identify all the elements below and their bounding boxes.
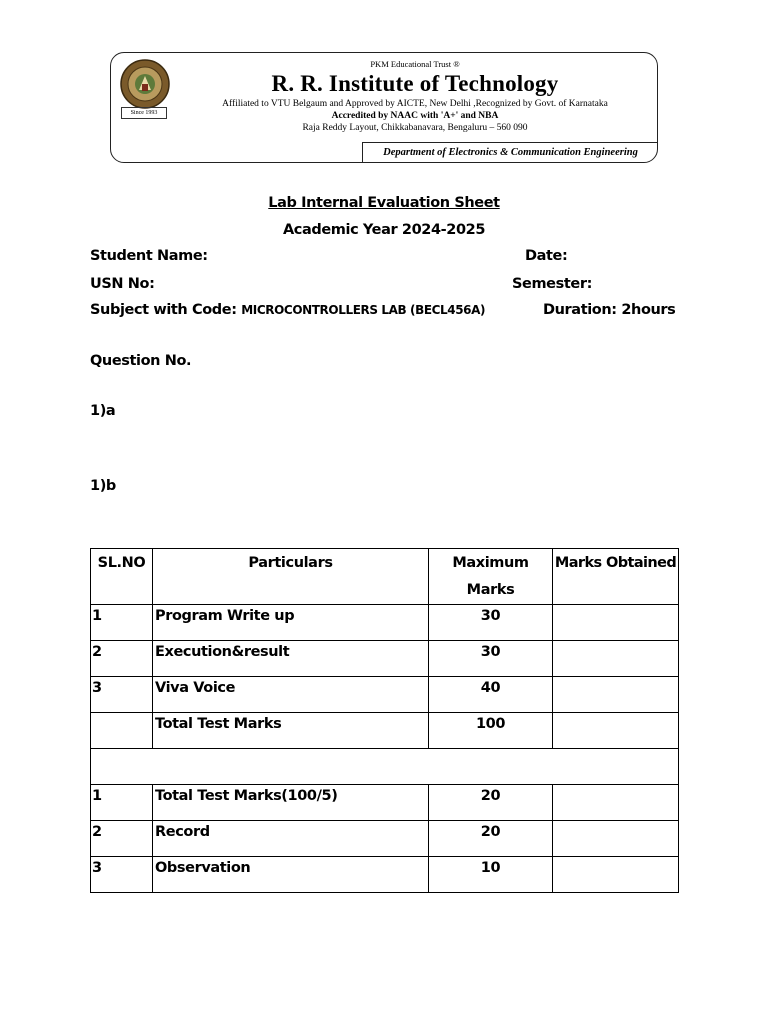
row-max-marks: 20 bbox=[429, 785, 553, 821]
spacer-cell bbox=[91, 749, 679, 785]
institute-header bbox=[110, 52, 658, 163]
header-maximum-marks bbox=[429, 549, 553, 605]
sheet-title-text: Lab Internal Evaluation Sheet bbox=[268, 195, 500, 211]
subject-label: Subject with Code: bbox=[90, 302, 242, 318]
student-name-label: Student Name: bbox=[90, 248, 208, 264]
semester-label: Semester: bbox=[512, 276, 592, 292]
row-marks-obtained[interactable] bbox=[553, 605, 679, 641]
accreditation-text: Accredited by NAAC with 'A+' and NBA bbox=[331, 111, 499, 121]
marks-table bbox=[90, 548, 679, 893]
row-marks-obtained[interactable] bbox=[553, 821, 679, 857]
affiliation-text: Affiliated to VTU Belgaum and Approved by AICTE, New Delhi ,Recognized by Govt. of Karnataka bbox=[222, 99, 608, 109]
institute-name: R. R. Institute of Technology bbox=[271, 71, 559, 96]
row-sl: 2 bbox=[91, 821, 153, 857]
row-marks-obtained[interactable] bbox=[553, 785, 679, 821]
row-particulars: Observation bbox=[153, 857, 429, 893]
row-max-marks: 100 bbox=[429, 713, 553, 749]
question-1a: 1)a bbox=[90, 403, 116, 419]
sheet-title bbox=[0, 195, 768, 211]
table-row bbox=[91, 785, 679, 821]
row-particulars: Total Test Marks bbox=[153, 713, 429, 749]
since-badge: Since 1993 bbox=[121, 107, 167, 119]
table-header-row bbox=[91, 549, 679, 605]
table-row bbox=[91, 857, 679, 893]
table-row bbox=[91, 821, 679, 857]
duration-label: Duration: 2hours bbox=[543, 302, 676, 318]
row-particulars: Execution&result bbox=[153, 641, 429, 677]
academic-year: Academic Year 2024-2025 bbox=[282, 222, 486, 238]
table-row bbox=[91, 641, 679, 677]
row-marks-obtained[interactable] bbox=[553, 713, 679, 749]
row-marks-obtained[interactable] bbox=[553, 641, 679, 677]
row-sl: 3 bbox=[91, 677, 153, 713]
subject-value: MICROCONTROLLERS LAB (BECL456A) bbox=[241, 303, 486, 317]
table-spacer-row bbox=[91, 749, 679, 785]
row-max-marks: 10 bbox=[429, 857, 553, 893]
table-row bbox=[91, 713, 679, 749]
row-sl: 2 bbox=[91, 641, 153, 677]
question-no-label: Question No. bbox=[90, 353, 192, 369]
header-maximum-line2: Marks bbox=[466, 582, 515, 598]
row-max-marks: 30 bbox=[429, 641, 553, 677]
header-marks-obtained: Marks Obtained bbox=[553, 549, 679, 605]
row-particulars: Program Write up bbox=[153, 605, 429, 641]
row-max-marks: 30 bbox=[429, 605, 553, 641]
row-particulars: Record bbox=[153, 821, 429, 857]
institute-emblem-icon bbox=[119, 58, 171, 110]
row-marks-obtained[interactable] bbox=[553, 857, 679, 893]
table-row bbox=[91, 605, 679, 641]
usn-label: USN No: bbox=[90, 276, 155, 292]
row-sl: 3 bbox=[91, 857, 153, 893]
date-label: Date: bbox=[525, 248, 568, 264]
department-label: Department of Electronics & Communication Engineering bbox=[362, 142, 658, 163]
subject-field bbox=[90, 302, 485, 318]
header-sl-no: SL.NO bbox=[91, 549, 153, 605]
row-sl: 1 bbox=[91, 785, 153, 821]
address-text: Raja Reddy Layout, Chikkabanavara, Bengaluru – 560 090 bbox=[302, 123, 528, 133]
header-maximum-line1: Maximum bbox=[452, 555, 529, 571]
row-sl bbox=[91, 713, 153, 749]
row-marks-obtained[interactable] bbox=[553, 677, 679, 713]
question-1b: 1)b bbox=[90, 478, 116, 494]
row-max-marks: 20 bbox=[429, 821, 553, 857]
trust-name: PKM Educational Trust ® bbox=[370, 59, 460, 69]
table-row bbox=[91, 677, 679, 713]
header-particulars: Particulars bbox=[153, 549, 429, 605]
row-particulars: Viva Voice bbox=[153, 677, 429, 713]
row-particulars: Total Test Marks(100/5) bbox=[153, 785, 429, 821]
row-sl: 1 bbox=[91, 605, 153, 641]
row-max-marks: 40 bbox=[429, 677, 553, 713]
